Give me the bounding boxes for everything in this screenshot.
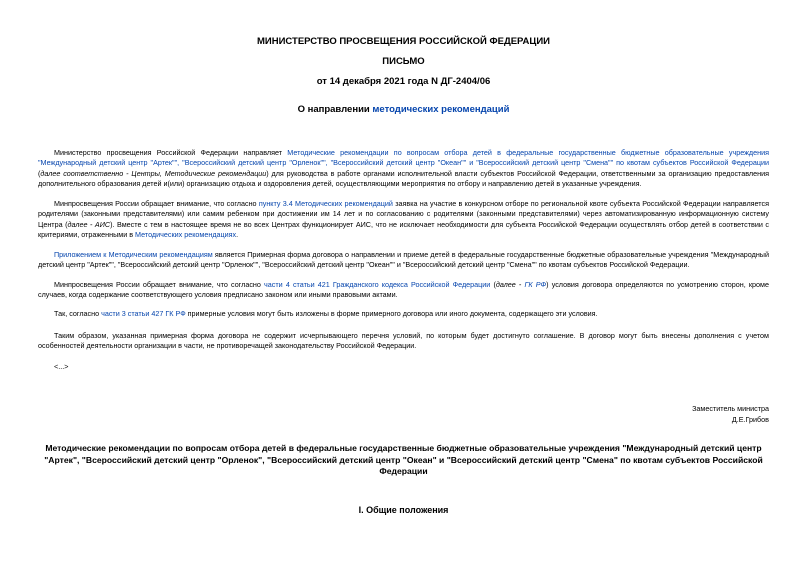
paragraph-3 <box>38 250 769 271</box>
omission-marker: <...> <box>54 362 69 371</box>
civil-code-421-link[interactable]: части 4 статьи 421 Гражданского кодекса Российской Федерации <box>264 280 491 289</box>
methodical-recommendations-link-2[interactable]: Методических рекомендациях <box>135 230 237 240</box>
annex-title: Методические рекомендации по вопросам отбора детей в федеральные государственные бюджетные образовательные учреждения "Международный детский центр "Артек", "Всероссийский детский центр "Орленок", "Всероссийский детский центр "Океан" и "Всероссийский детский центр "Смена" по квотам субъектов Российской Федерации <box>44 443 763 477</box>
p1-italic: далее соответственно - Центры, Методические рекомендации <box>40 168 267 178</box>
subject-link[interactable]: методических рекомендаций <box>372 104 510 115</box>
p3-text-1: является Примерная форма договора о направлении и приеме детей в федеральные государственные бюджетные образовательные учреждения "Международный детский центр "Артек"", "Всероссийский детский центр "Орленок"", "Всероссийский детский центр "Океан"" и "Всероссийский детский центр "Смена"" по квотам субъектов Российской Федерации. <box>38 250 769 270</box>
civil-code-abbr-link[interactable]: ГК РФ <box>524 280 547 289</box>
signature-name: Д.Е.Грибов <box>731 415 769 424</box>
p2-text-2: заявка на участие в конкурсном отборе по региональной квоте субъекта Российской Федерации направляется родителями (законными представителями) или самим ребенком при достижении им 14 лет и по согласованию с родителями (законными представителями) через автоматизированную информационную систему Центра ( <box>38 199 770 229</box>
methodical-recommendations-link[interactable]: Методические рекомендации по вопросам отбора детей в федеральные государственные бюджетные образовательные учреждения "Международный детский центр "Артек"", "Всероссийский детский центр "Орленок"", "Всероссийский детский центр "Океан"" и "Всероссийский детский центр "Смена"" по квотам субъектов Российской Федерации <box>38 148 769 168</box>
subject-heading <box>0 104 807 115</box>
p2-text-1: Минпросвещения России обращает внимание, что согласно <box>54 199 259 208</box>
paragraph-5 <box>38 309 769 319</box>
paragraph-1 <box>38 148 769 190</box>
p4-text-3: ) условия договора определяются по усмотрению сторон, кроме случаев, когда содержание соответствующего условия предписано законом или иными правовыми актами. <box>38 280 769 300</box>
signature-position: Заместитель министра <box>692 404 769 413</box>
section-heading: I. Общие положения <box>358 505 449 515</box>
p2-text-3: ). Вместе с тем в настоящее время не во всех Центрах функционирует АИС, что не исключает необходимости для субъекта Российской Федерации осуществлять отбор детей в соответствии с критериями, отраженными в <box>38 219 770 240</box>
date-number-heading: от 14 декабря 2021 года N ДГ-2404/06 <box>316 76 491 87</box>
p1-text-2: ( <box>38 168 41 178</box>
clause-3-4-link[interactable]: пункту 3.4 Методических рекомендаций <box>258 199 393 208</box>
document-type-heading: ПИСЬМО <box>382 56 425 67</box>
ministry-heading: МИНИСТЕРСТВО ПРОСВЕЩЕНИЯ РОССИЙСКОЙ ФЕДЕРАЦИИ <box>256 36 551 47</box>
p6-text-1: Таким образом, указанная примерная форма договора не содержит исчерпывающего перечня условий, по которым будет достигнуто соглашение. В договор могут быть внесены дополнения с учетом особенностей деятельности организации в части, не противоречащей законодательству Российской Федерации. <box>38 331 769 351</box>
p5-text-2: примерные условия могут быть изложены в форме примерного договора или иного документа, содержащего эти условия. <box>185 309 598 318</box>
subject-prefix: О направлении <box>297 104 373 115</box>
p2-italic: далее - АИС <box>67 219 111 229</box>
p1-text-1: Министерство просвещения Российской Федерации направляет <box>54 148 288 157</box>
p4-text-2: ( <box>490 280 496 289</box>
civil-code-427-link[interactable]: части 3 статьи 427 ГК РФ <box>101 309 186 318</box>
paragraph-4 <box>38 280 769 301</box>
p4-italic: далее - <box>495 280 525 289</box>
paragraph-6 <box>38 331 769 352</box>
p5-text-1: Так, согласно <box>54 309 102 318</box>
p4-text-1: Минпросвещения России обращает внимание, что согласно <box>54 280 265 289</box>
paragraph-2 <box>38 199 769 241</box>
p2-text-4: . <box>236 230 239 240</box>
appendix-link[interactable]: Приложением к Методическим рекомендациям <box>54 250 213 259</box>
p1-text-3: ) для руководства в работе органами исполнительной власти субъектов Российской Федерации, ответственными за организацию предоставления дополнительного образования детей и(или) организацию отдыха и оздоровления детей, осуществляющими мероприятия по отбору и направлению детей в указанные учреждения. <box>38 168 769 189</box>
